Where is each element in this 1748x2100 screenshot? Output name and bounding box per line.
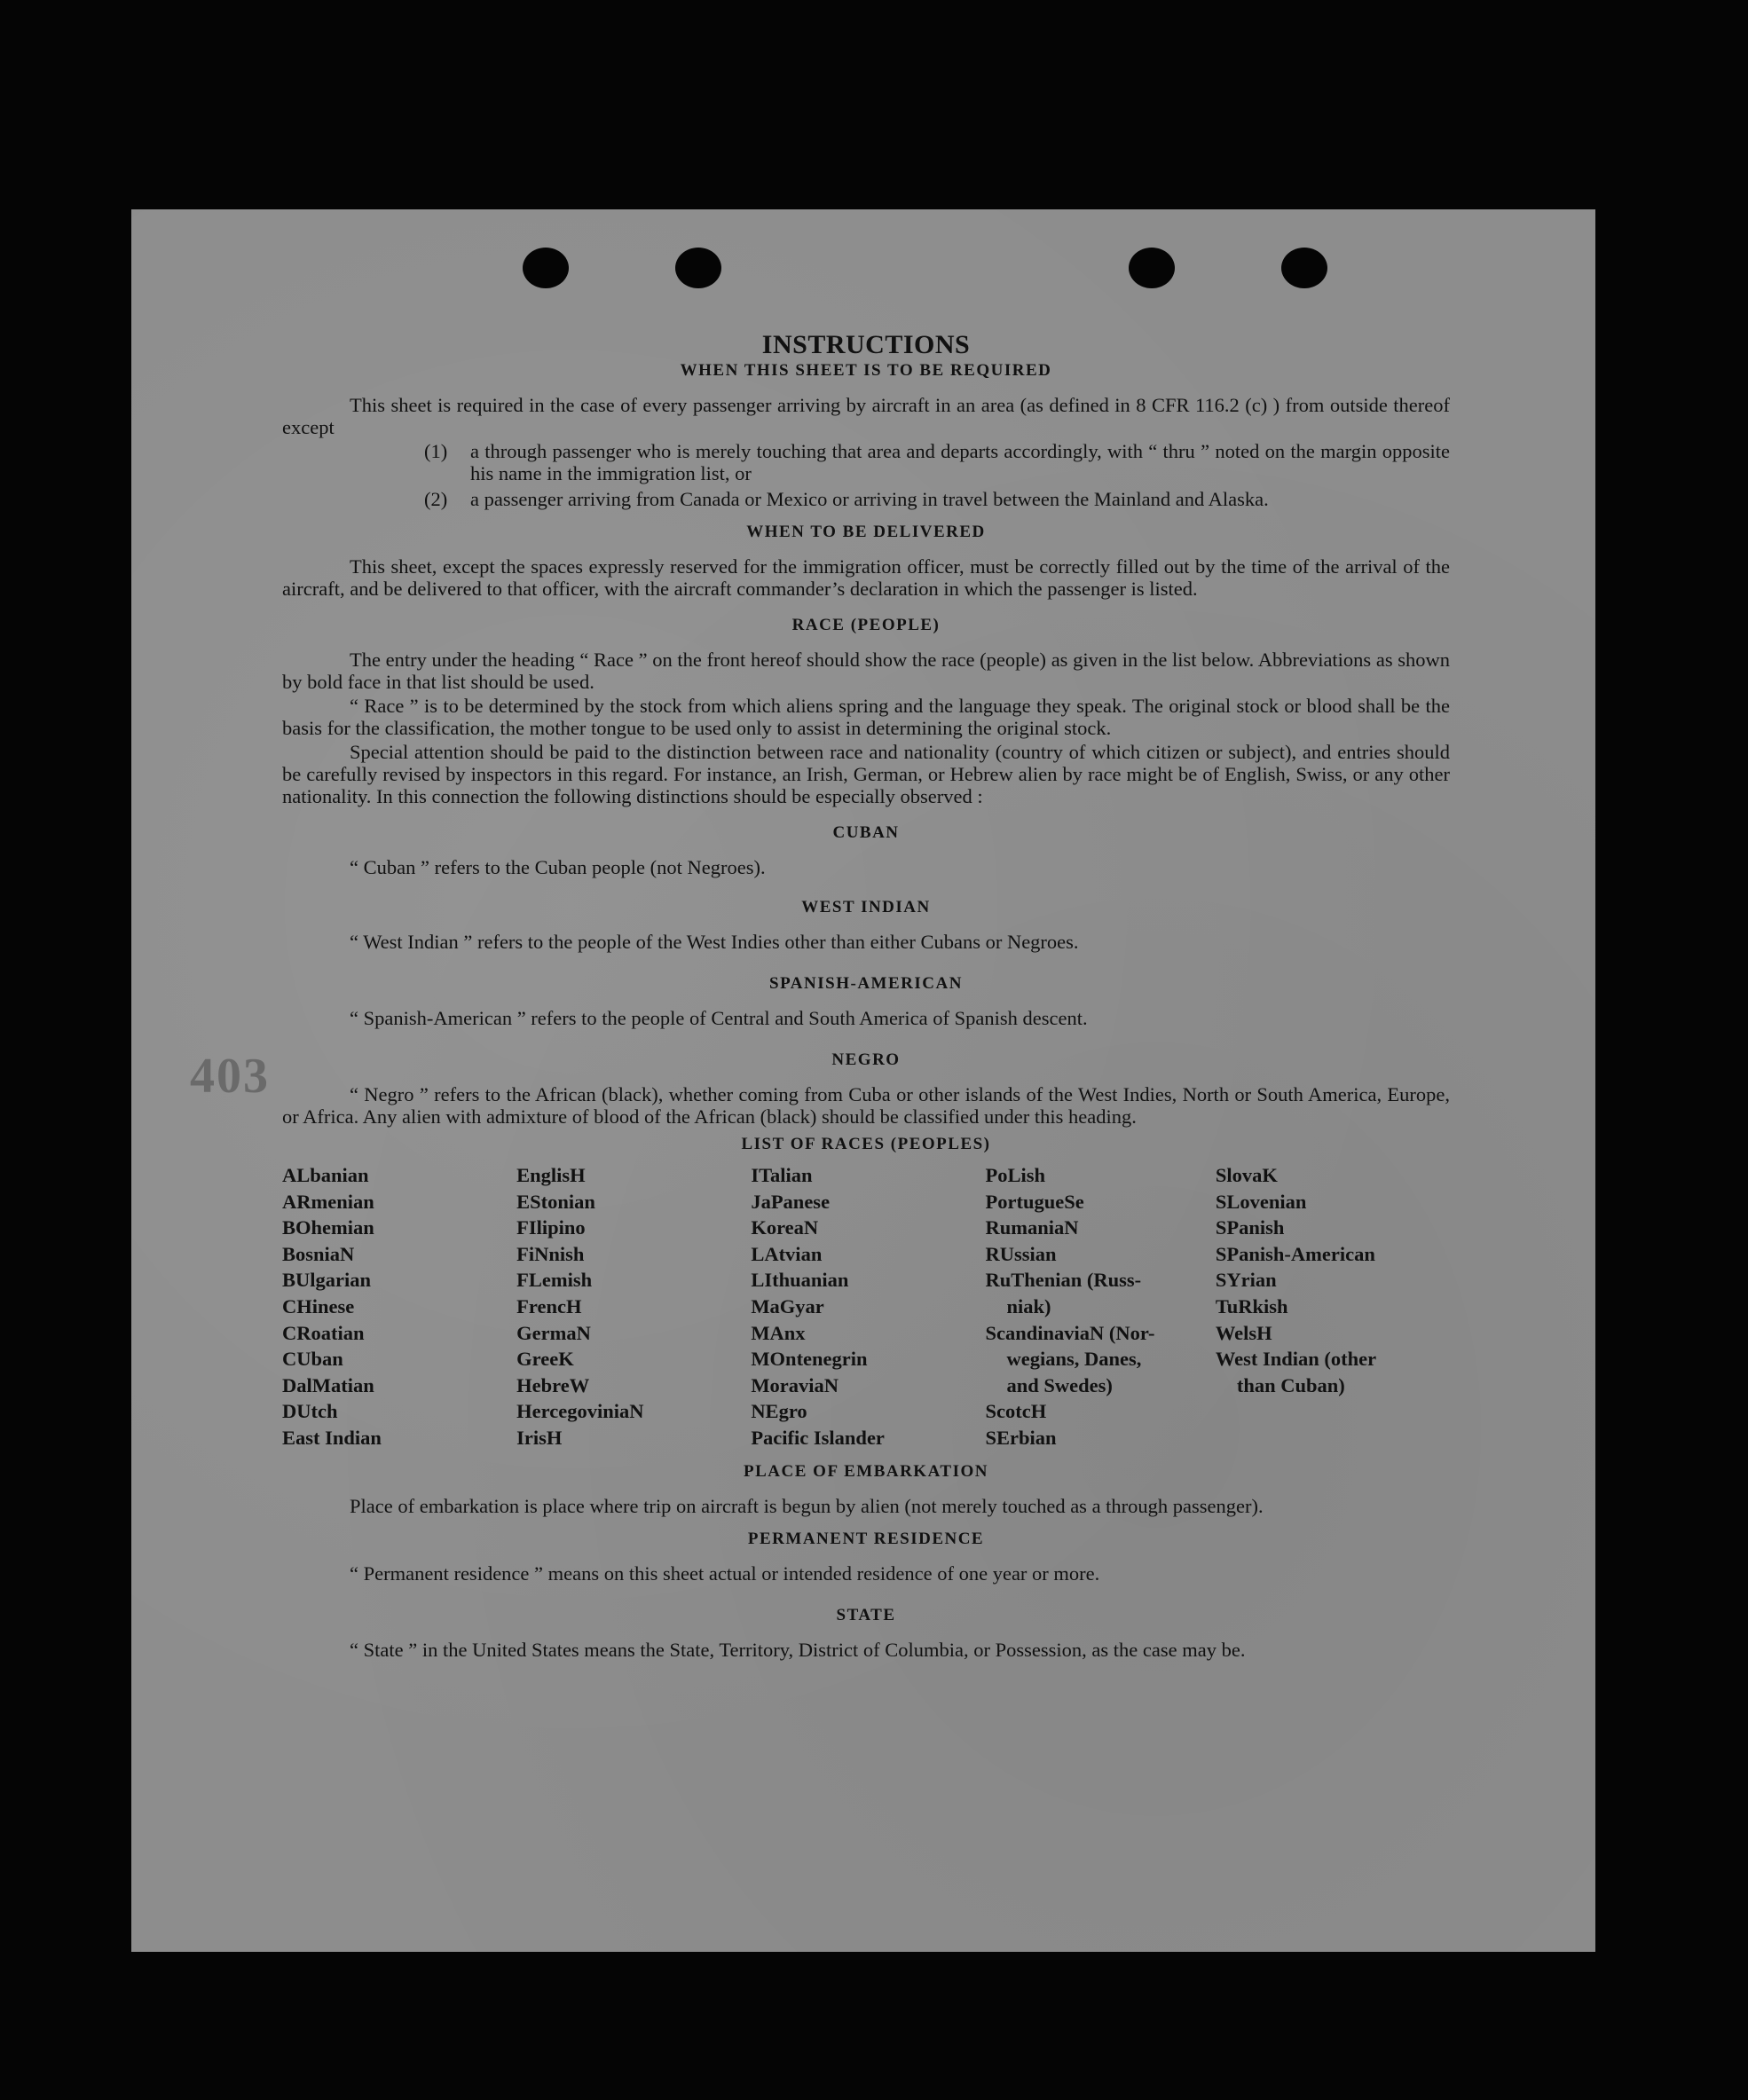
- race-item: PoLish: [985, 1164, 1045, 1186]
- cuban-text: “ Cuban ” refers to the Cuban people (not Negroes).: [350, 856, 766, 878]
- race-item: MaGyar: [751, 1294, 824, 1317]
- heading-state: STATE: [836, 1605, 896, 1624]
- when-delivered-text: This sheet, except the spaces expressly reserved for the immigration officer, must be correctly filled out by the time of the arrival of the aircraft, and be delivered to that officer, with the aircraft commander’s declaration in which the passenger is listed.: [282, 555, 1450, 600]
- race-item: WelsH: [1215, 1321, 1272, 1344]
- heading-embarkation: PLACE OF EMBARKATION: [744, 1461, 988, 1481]
- race-item: SErbian: [985, 1426, 1057, 1449]
- race-item-continued: wegians, Danes,: [1006, 1348, 1142, 1371]
- race-column: [282, 1162, 516, 1451]
- race-item: RUssian: [985, 1242, 1057, 1265]
- exception-item: [282, 440, 1450, 484]
- race-column: [751, 1162, 985, 1451]
- race-item: BOhemian: [282, 1216, 374, 1239]
- race-column: [1216, 1162, 1450, 1451]
- instructions-content: [282, 330, 1450, 1661]
- race-item-continued: niak): [1006, 1294, 1051, 1317]
- exception-item: [282, 488, 1450, 510]
- race-item: EnglisH: [516, 1164, 586, 1186]
- embarkation-text: Place of embarkation is place where trip on aircraft is begun by alien (not merely touched as a through passenger).: [350, 1494, 1264, 1517]
- heading-spanish-american: SPANISH-AMERICAN: [769, 974, 963, 993]
- race-item: Pacific Islander: [751, 1426, 885, 1449]
- race-item: BosniaN: [282, 1242, 355, 1265]
- heading-list-of-races: LIST OF RACES (PEOPLES): [741, 1135, 991, 1153]
- race-item: NEgro: [751, 1400, 807, 1423]
- punch-hole: [675, 248, 721, 288]
- race-item: ARmenian: [282, 1190, 374, 1213]
- spanish-american-text: “ Spanish-American ” refers to the people of Central and South America of Spanish descent.: [350, 1007, 1088, 1029]
- heading-when-required: WHEN THIS SHEET IS TO BE REQUIRED: [680, 361, 1052, 380]
- race-item: GermaN: [516, 1321, 591, 1344]
- race-item: EStonian: [516, 1190, 595, 1213]
- negro-text: “ Negro ” refers to the African (black), whether coming from Cuba or other islands of the West Indies, North or South America, Europe, or Africa. Any alien with admixture of blood of the African (black) should be classified under this heading.: [282, 1083, 1450, 1128]
- race-item: FiNnish: [516, 1242, 585, 1265]
- race-item: IrisH: [516, 1426, 563, 1449]
- when-required-intro: This sheet is required in the case of every passenger arriving by aircraft in an area (as defined in 8 CFR 116.2 (c) ) from outside thereof except: [282, 394, 1450, 438]
- item-number: (1): [424, 440, 448, 462]
- race-item: PortugueSe: [985, 1190, 1084, 1213]
- race-item: SYrian: [1215, 1269, 1277, 1292]
- race-item: SLovenian: [1215, 1190, 1307, 1213]
- race-item: JaPanese: [751, 1190, 831, 1213]
- race-item: East Indian: [282, 1426, 382, 1449]
- race-item: ALbanian: [282, 1164, 369, 1186]
- heading-race: RACE (PEOPLE): [791, 616, 941, 634]
- heading-negro: NEGRO: [831, 1050, 901, 1069]
- item-text: a passenger arriving from Canada or Mexico or arriving in travel between the Mainland and Alaska.: [470, 488, 1269, 510]
- race-item: HebreW: [516, 1373, 590, 1396]
- race-item: CRoatian: [282, 1321, 365, 1344]
- race-item: West Indian (other: [1215, 1348, 1377, 1371]
- race-column: [985, 1162, 1215, 1451]
- race-item: CUban: [282, 1348, 343, 1371]
- race-item: RuThenian (Russ-: [985, 1269, 1142, 1292]
- instruction-sheet: [131, 209, 1595, 1952]
- race-item: LAtvian: [751, 1242, 823, 1265]
- race-item: RumaniaN: [985, 1216, 1079, 1239]
- punch-hole: [1129, 248, 1175, 288]
- race-item: SPanish-American: [1215, 1242, 1375, 1265]
- race-item: FLemish: [516, 1269, 593, 1292]
- race-item: FrencH: [516, 1294, 582, 1317]
- race-item: SPanish: [1215, 1216, 1285, 1239]
- punch-hole: [1281, 248, 1327, 288]
- heading-cuban: CUBAN: [832, 823, 900, 842]
- heading-when-delivered: WHEN TO BE DELIVERED: [746, 523, 986, 541]
- race-item: HercegoviniaN: [516, 1400, 644, 1423]
- race-column: [516, 1162, 751, 1451]
- state-text: “ State ” in the United States means the State, Territory, District of Columbia, or Possession, as the case may be.: [350, 1638, 1246, 1661]
- race-item: ITalian: [751, 1164, 813, 1186]
- race-item: ScotcH: [985, 1400, 1047, 1423]
- punch-hole: [523, 248, 569, 288]
- race-paragraph-2: “ Race ” is to be determined by the stock from which aliens spring and the language they speak. The original stock or blood shall be the basis for the classification, the mother tongue to be used only to assist in determining the original stock.: [282, 695, 1450, 739]
- west-indian-text: “ West Indian ” refers to the people of the West Indies other than either Cubans or Negroes.: [350, 931, 1079, 953]
- race-list: [282, 1162, 1450, 1451]
- item-number: (2): [424, 488, 448, 510]
- race-item: DUtch: [282, 1400, 338, 1423]
- page-title: INSTRUCTIONS: [761, 330, 971, 359]
- residence-text: “ Permanent residence ” means on this sheet actual or intended residence of one year or more.: [350, 1561, 1100, 1585]
- race-item: GreeK: [516, 1348, 574, 1371]
- race-item: KoreaN: [751, 1216, 819, 1239]
- race-item: CHinese: [282, 1294, 355, 1317]
- race-item: LIthuanian: [751, 1269, 849, 1292]
- race-item: DalMatian: [282, 1373, 374, 1396]
- race-paragraph-1: The entry under the heading “ Race ” on the front hereof should show the race (people) as given in the list below. Abbreviations as shown by bold face in that list should be used.: [282, 649, 1450, 693]
- item-text: a through passenger who is merely touching that area and departs accordingly, with “ thru ” noted on the margin opposite his name in the immigration list, or: [470, 440, 1450, 484]
- race-item: MOntenegrin: [751, 1348, 868, 1371]
- race-item: TuRkish: [1215, 1294, 1288, 1317]
- race-item: MAnx: [751, 1321, 806, 1344]
- margin-mark: 403: [190, 1049, 270, 1104]
- race-item: SlovaK: [1215, 1164, 1278, 1186]
- race-item: BUlgarian: [282, 1269, 372, 1292]
- race-item-continued: and Swedes): [1006, 1373, 1113, 1396]
- race-item: MoraviaN: [751, 1373, 839, 1396]
- heading-west-indian: WEST INDIAN: [801, 898, 931, 916]
- heading-permanent-residence: PERMANENT RESIDENCE: [747, 1529, 985, 1548]
- race-paragraph-3: Special attention should be paid to the distinction between race and nationality (country of which citizen or subject), and entries should be carefully revised by inspectors in this regard. For instance, an Irish, German, or Hebrew alien by race might be of English, Swiss, or any other nationality. In this connection the following distinctions should be especially observed :: [282, 741, 1450, 807]
- race-item: FIlipino: [516, 1216, 586, 1239]
- race-item-continued: than Cuban): [1236, 1373, 1345, 1396]
- race-item: ScandinaviaN (Nor-: [985, 1321, 1155, 1344]
